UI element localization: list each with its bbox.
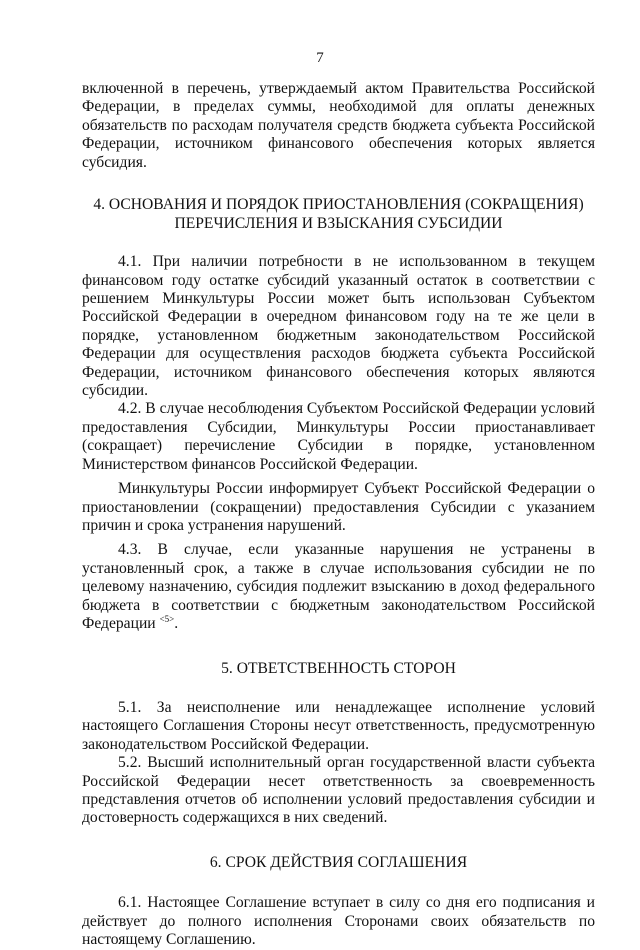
paragraph-5-2: 5.2. Высший исполнительный орган государственной власти субъекта Российской Федерации несет ответственность за своевременность представления отчетов об исполнении условий предоставления субсидии и достоверность содержащихся в них сведений. bbox=[82, 754, 595, 827]
document-body bbox=[82, 80, 595, 950]
paragraph-6-1: 6.1. Настоящее Соглашение вступает в силу со дня его подписания и действует до полного исполнения Сторонами своих обязательств по настоящему Соглашению. bbox=[82, 894, 595, 949]
paragraph-4-3-text: 4.3. В случае, если указанные нарушения не устранены в установленный срок, а также в случае использования субсидии не по целевому назначению, субсидия подлежит взысканию в доход федерального бюджета в соответствии с бюджетным законодательством Российской Федерации bbox=[82, 541, 595, 632]
paragraph-4-2-info: Минкультуры России информирует Субъект Российской Федерации о приостановлении (сокращении) предоставления Субсидии с указанием причин и срока устранения нарушений. bbox=[82, 480, 595, 534]
section-4-heading bbox=[82, 196, 595, 233]
page-number: 7 bbox=[316, 50, 324, 66]
section-4-heading-line-1: 4. ОСНОВАНИЯ И ПОРЯДОК ПРИОСТАНОВЛЕНИЯ (СОКРАЩЕНИЯ) bbox=[93, 196, 584, 214]
paragraph-4-1: 4.1. При наличии потребности в не использованном в текущем финансовом году остатке субсидий указанный остаток в соответствии с решением Минкультуры России может быть использован Субъектом Российской Федерации в очередном финансовом году на те же цели в порядке, установленном бюджетным законодательством Российской Федерации для осуществления расходов бюджета субъекта Российской Федерации, источником финансового обеспечения которых являются субсидии. bbox=[82, 253, 595, 400]
section-5-heading: 5. ОТВЕТСТВЕННОСТЬ СТОРОН bbox=[221, 660, 456, 678]
paragraph-4-3 bbox=[82, 541, 595, 633]
footnote-ref-5: <5> bbox=[159, 613, 175, 624]
paragraph-4-2: 4.2. В случае несоблюдения Субъектом Российской Федерации условий предоставления Субсидии, Минкультуры России приостанавливает (сокращает) перечисление Субсидии в порядке, установленном Министерством финансов Российской Федерации. bbox=[82, 400, 595, 473]
section-6-heading: 6. СРОК ДЕЙСТВИЯ СОГЛАШЕНИЯ bbox=[209, 853, 468, 871]
paragraph-5-1: 5.1. За неисполнение или ненадлежащее исполнение условий настоящего Соглашения Стороны несут ответственность, предусмотренную законодательством Российской Федерации. bbox=[82, 698, 595, 753]
paragraph-4-3-end: . bbox=[174, 614, 179, 632]
section-4-heading-line-2: ПЕРЕЧИСЛЕНИЯ И ВЗЫСКАНИЯ СУБСИДИИ bbox=[174, 214, 503, 232]
intro-paragraph: включенной в перечень, утверждаемый актом Правительства Российской Федерации, в пределах суммы, необходимой для оплаты денежных обязательств по расходам получателя средств бюджета субъекта Российской Федерации, источником финансового обеспечения которых является субсидия. bbox=[82, 80, 595, 171]
